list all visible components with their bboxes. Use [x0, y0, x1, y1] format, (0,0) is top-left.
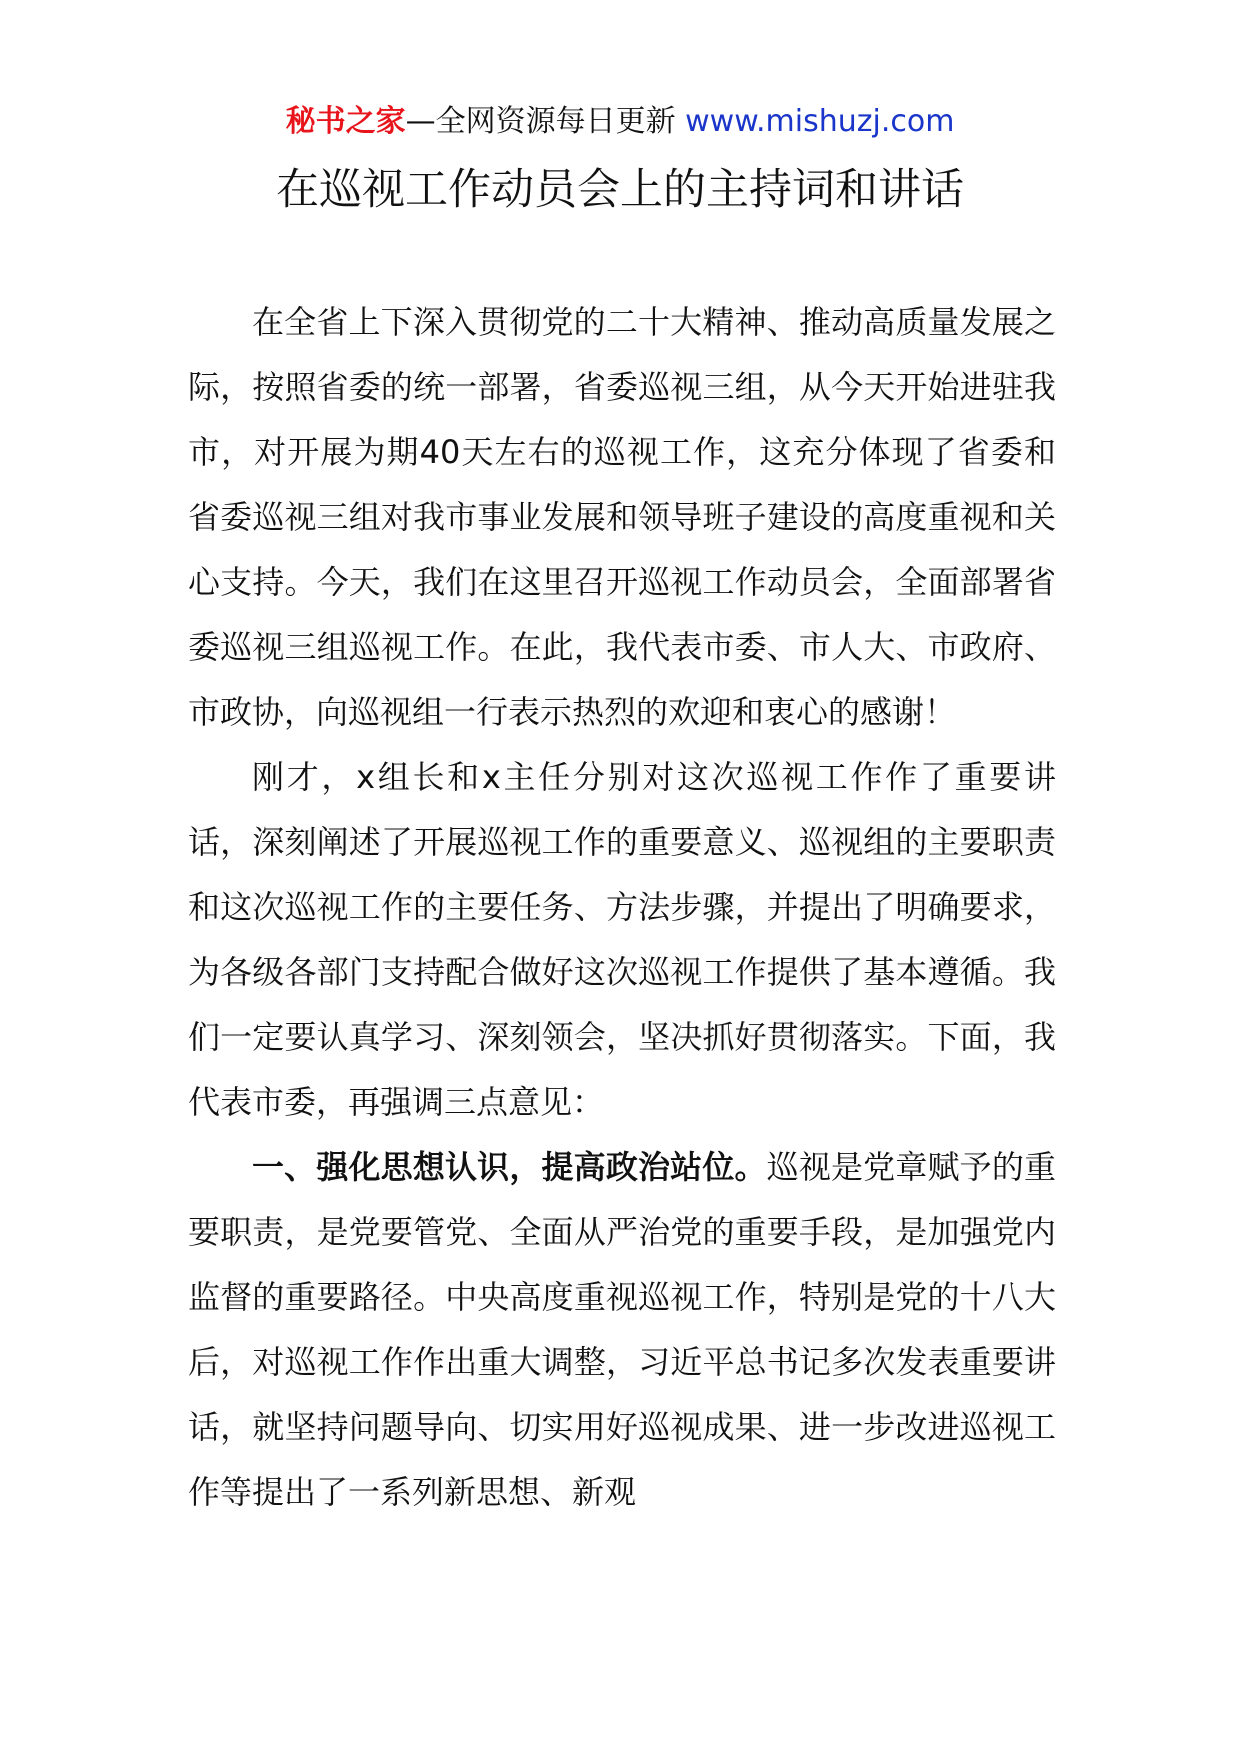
site-header — [0, 102, 1240, 142]
section-1-paragraph — [188, 1135, 1056, 1525]
paragraph-summary: 刚才，x组长和x主任分别对这次巡视工作作了重要讲话，深刻阐述了开展巡视工作的重要意义、巡视组的主要职责和这次巡视工作的主要任务、方法步骤，并提出了明确要求，为各级各部门支持配合做好这次巡视工作提供了基本遵循。我们一定要认真学习、深刻领会，坚决抓好贯彻落实。下面，我代表市委，再强调三点意见： — [188, 758, 1056, 1121]
site-brand: 秘书之家 — [285, 104, 406, 139]
section-1-heading: 一、强化思想认识，提高政治站位。 — [252, 1148, 767, 1186]
document-body — [188, 290, 1056, 1525]
document-title: 在巡视工作动员会上的主持词和讲话 — [276, 165, 964, 215]
site-tagline: —全网资源每日更新 — [405, 104, 676, 139]
section-1-text: 巡视是党章赋予的重要职责，是党要管党、全面从严治党的重要手段，是加强党内监督的重要路径。中央高度重视巡视工作，特别是党的十八大后，对巡视工作作出重大调整，习近平总书记多次发表重要讲话，就坚持问题导向、切实用好巡视成果、进一步改进巡视工作等提出了一系列新思想、新观 — [188, 1148, 1056, 1511]
site-url-link[interactable]: www.mishuzj.com — [685, 104, 955, 139]
paragraph-opening: 在全省上下深入贯彻党的二十大精神、推动高质量发展之际，按照省委的统一部署，省委巡视三组，从今天开始进驻我市，对开展为期40天左右的巡视工作，这充分体现了省委和省委巡视三组对我市事业发展和领导班子建设的高度重视和关心支持。今天，我们在这里召开巡视工作动员会，全面部署省委巡视三组巡视工作。在此，我代表市委、市人大、市政府、市政协，向巡视组一行表示热烈的欢迎和衷心的感谢！ — [188, 303, 1056, 731]
